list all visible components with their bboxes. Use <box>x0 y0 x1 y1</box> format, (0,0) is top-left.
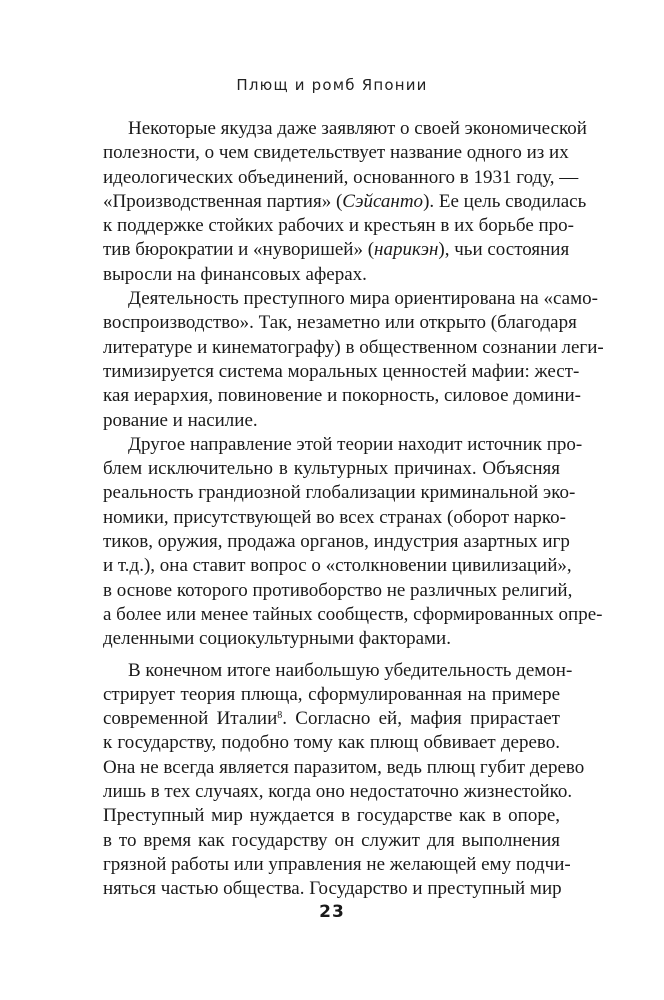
text-line: рование и насилие. <box>103 409 258 431</box>
text-line: стрирует теория плюща, сформулированная на примере <box>103 683 560 705</box>
text-line: деленными социокультурными факторами. <box>103 628 451 650</box>
italic-term: Сэйсанто <box>342 190 424 212</box>
text-line: тиков, оружия, продажа органов, индустрия азартных игр <box>103 531 570 553</box>
text-line: тимизируется система моральных ценностей мафии: жест- <box>103 360 580 382</box>
running-head: Плющ и ромб Японии <box>236 76 428 94</box>
text-line: а более или менее тайных сообществ, сформированных опре- <box>103 603 603 625</box>
text-line: и т.д.), она ставит вопрос о «столкновении цивилизаций», <box>103 555 572 577</box>
text-line: Некоторые якудза даже заявляют о своей экономической <box>128 118 587 139</box>
text-line: в основе которого противоборство не различных религий, <box>103 579 573 601</box>
text-line: Преступный мир нуждается в государстве как в опоре, <box>103 805 560 827</box>
text-line: реальность грандиозной глобализации криминальной эко- <box>103 482 576 504</box>
text-line: тив бюрократии и «нуворишей» (нарикэн), чьи состояния <box>103 239 570 261</box>
text-line: «Производственная партия» (Сэйсанто). Ее цель сводилась <box>103 190 587 212</box>
footnote-marker[interactable]: 8 <box>277 710 283 722</box>
text-line: современной Италии$^8$. Согласно ей, мафия прирастает <box>103 708 560 730</box>
text-line: грязной работы или управления не желающей ему подчи- <box>103 853 571 875</box>
text-line: литературе и кинематографу) в общественном сознании леги- <box>103 336 604 358</box>
text-line: няться частью общества. Государство и преступный мир <box>103 878 562 900</box>
text-line: лишь в тех случаях, когда оно недостаточно жизнестойко. <box>103 781 573 803</box>
text-line: Деятельность преступного мира ориентирована на «само- <box>128 288 598 310</box>
text-line: полезности, о чем свидетельствует название одного из их <box>103 142 569 164</box>
text-line: В конечном итоге наибольшую убедительность демон- <box>128 659 573 681</box>
text-line: Она не всегда является паразитом, ведь плющ губит дерево <box>103 756 585 778</box>
text-line: выросли на финансовых аферах. <box>103 263 367 285</box>
text-line: к поддержке стойких рабочих и крестьян в их борьбе про- <box>103 215 575 237</box>
text-line: в то время как государству он служит для выполнения <box>103 829 560 851</box>
page-number: 23 <box>319 902 345 922</box>
italic-term: нарикэн <box>374 239 439 261</box>
text-line: к государству, подобно тому как плющ обвивает дерево. <box>103 732 560 754</box>
text-line: блем исключительно в культурных причинах. Объясняя <box>103 458 560 480</box>
text-line: воспроизводство». Так, незаметно или открыто (благодаря <box>103 312 577 334</box>
text-line: номики, присутствующей во всех странах (оборот нарко- <box>103 506 566 528</box>
body-text <box>103 117 604 902</box>
text-line: Другое направление этой теории находит источник про- <box>128 433 583 455</box>
text-line: идеологических объединений, основанного в 1931 году, — <box>103 166 579 188</box>
text-line: кая иерархия, повиновение и покорность, силовое домини- <box>103 385 581 407</box>
